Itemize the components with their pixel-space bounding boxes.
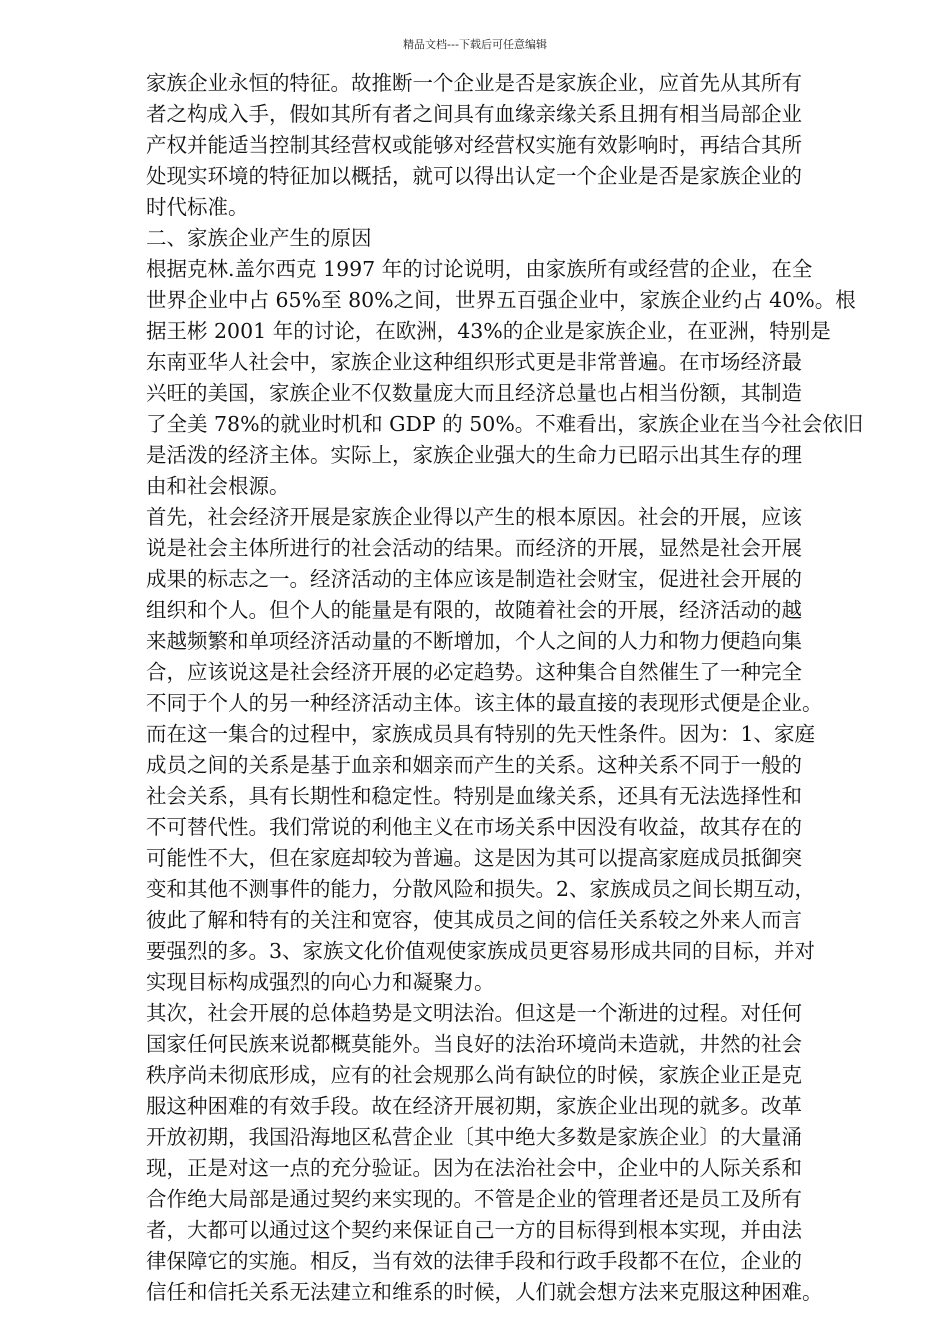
text-line: 变和其他不测事件的能力，分散风险和损失。2、家族成员之间长期互动， bbox=[146, 877, 816, 901]
text-line: 合作绝大局部是通过契约来实现的。不管是企业的管理者还是员工及所有 bbox=[146, 1187, 802, 1211]
text-line: 可能性不大，但在家庭却较为普遍。这是因为其可以提高家庭成员抵御突 bbox=[146, 846, 802, 870]
text-line: 据王彬 2001 年的讨论，在欧洲，43%的企业是家族企业，在亚洲，特别是 bbox=[146, 319, 831, 343]
text-line: 成果的标志之一。经济活动的主体应该是制造社会财宝，促进社会开展的 bbox=[146, 567, 802, 591]
page-header: 精品文档---下载后可任意编辑 bbox=[403, 38, 547, 51]
text-line: 现，正是对这一点的充分验证。因为在法治社会中，企业中的人际关系和 bbox=[146, 1156, 802, 1180]
text-line: 实现目标构成强烈的向心力和凝聚力。 bbox=[146, 970, 495, 994]
text-line: 兴旺的美国，家族企业不仅数量庞大而且经济总量也占相当份额，其制造 bbox=[146, 381, 802, 405]
text-line: 首先，社会经济开展是家族企业得以产生的根本原因。社会的开展，应该 bbox=[146, 505, 802, 529]
text-line: 不同于个人的另一种经济活动主体。该主体的最直接的表现形式便是企业。 bbox=[146, 691, 823, 715]
text-line: 说是社会主体所进行的社会活动的结果。而经济的开展，显然是社会开展 bbox=[146, 536, 802, 560]
text-line: 时代标准。 bbox=[146, 195, 249, 219]
text-line: 合，应该说这是社会经济开展的必定趋势。这种集合自然催生了一种完全 bbox=[146, 660, 802, 684]
text-line: 秩序尚未彻底形成，应有的社会规那么尚有缺位的时候，家族企业正是克 bbox=[146, 1063, 802, 1087]
text-line: 产权并能适当控制其经营权或能够对经营权实施有效影响时，再结合其所 bbox=[146, 133, 802, 157]
text-line: 根据克林.盖尔西克 1997 年的讨论说明，由家族所有或经营的企业，在全 bbox=[146, 257, 813, 281]
text-line: 世界企业中占 65%至 80%之间，世界五百强企业中，家族企业约占 40%。根 bbox=[146, 288, 856, 312]
text-line: 了全美 78%的就业时机和 GDP 的 50%。不难看出，家族企业在当今社会依旧 bbox=[146, 412, 864, 436]
text-line: 国家任何民族来说都概莫能外。当良好的法治环境尚未造就，井然的社会 bbox=[146, 1032, 802, 1056]
text-line: 其次，社会开展的总体趋势是文明法治。但这是一个渐进的过程。对任何 bbox=[146, 1001, 802, 1025]
text-line: 组织和个人。但个人的能量是有限的，故随着社会的开展，经济活动的越 bbox=[146, 598, 802, 622]
text-line: 而在这一集合的过程中，家族成员具有特别的先天性条件。因为：1、家庭 bbox=[146, 722, 816, 746]
section-heading: 二、家族企业产生的原因 bbox=[146, 226, 372, 250]
text-line: 由和社会根源。 bbox=[146, 474, 290, 498]
text-line: 社会关系，具有长期性和稳定性。特别是血缘关系，还具有无法选择性和 bbox=[146, 784, 802, 808]
text-line: 是活泼的经济主体。实际上，家族企业强大的生命力已昭示出其生存的理 bbox=[146, 443, 802, 467]
text-line: 成员之间的关系是基于血亲和姻亲而产生的关系。这种关系不同于一般的 bbox=[146, 753, 802, 777]
text-line: 者，大都可以通过这个契约来保证自己一方的目标得到根本实现，并由法 bbox=[146, 1218, 802, 1242]
text-line: 律保障它的实施。相反，当有效的法律手段和行政手段都不在位，企业的 bbox=[146, 1249, 802, 1273]
text-line: 东南亚华人社会中，家族企业这种组织形式更是非常普遍。在市场经济最 bbox=[146, 350, 802, 374]
text-line: 开放初期，我国沿海地区私营企业〔其中绝大多数是家族企业〕的大量涌 bbox=[146, 1125, 802, 1149]
text-line: 处现实环境的特征加以概括，就可以得出认定一个企业是否是家族企业的 bbox=[146, 164, 802, 188]
document-body bbox=[146, 68, 872, 1308]
text-line: 不可替代性。我们常说的利他主义在市场关系中因没有收益，故其存在的 bbox=[146, 815, 802, 839]
text-line: 来越频繁和单项经济活动量的不断增加，个人之间的人力和物力便趋向集 bbox=[146, 629, 802, 653]
text-line: 者之构成入手，假如其所有者之间具有血缘亲缘关系且拥有相当局部企业 bbox=[146, 102, 802, 126]
text-line: 要强烈的多。3、家族文化价值观使家族成员更容易形成共同的目标，并对 bbox=[146, 939, 816, 963]
text-line: 服这种困难的有效手段。故在经济开展初期，家族企业出现的就多。改革 bbox=[146, 1094, 802, 1118]
text-line: 信任和信托关系无法建立和维系的时候，人们就会想方法来克服这种困难。 bbox=[146, 1280, 823, 1304]
text-line: 彼此了解和特有的关注和宽容，使其成员之间的信任关系较之外来人而言 bbox=[146, 908, 802, 932]
text-line: 家族企业永恒的特征。故推断一个企业是否是家族企业，应首先从其所有 bbox=[146, 71, 802, 95]
